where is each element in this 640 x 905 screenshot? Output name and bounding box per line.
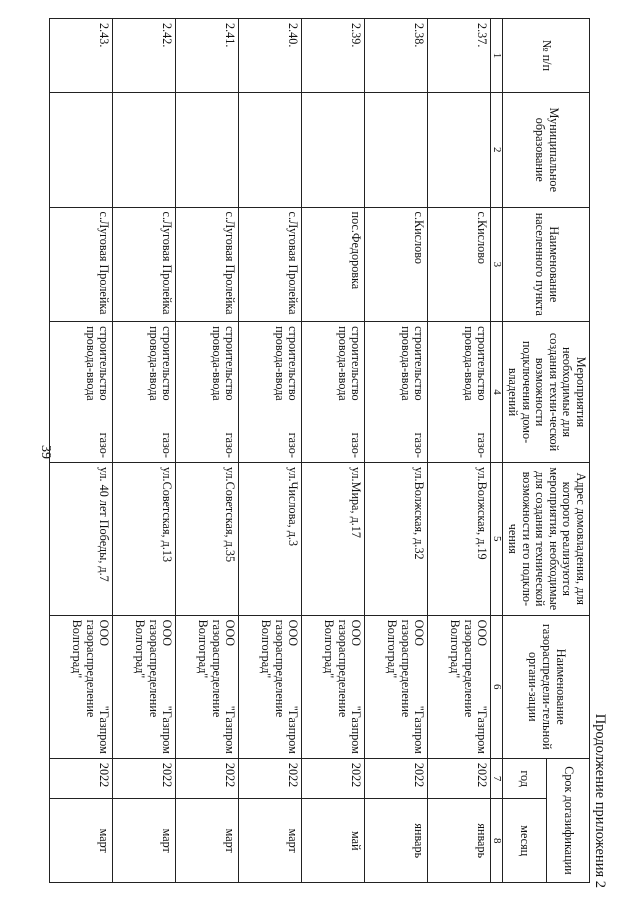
- column-number: 5: [491, 462, 503, 615]
- row-locality: с.Кислово: [428, 207, 491, 322]
- row-month: март: [239, 799, 302, 883]
- row-gdo: ООО "Газпром газораспределение Волгоград": [428, 615, 491, 758]
- column-number: 7: [491, 758, 503, 799]
- header-year: год: [503, 758, 546, 799]
- row-gdo: ООО "Газпром газораспределение Волгоград": [302, 615, 365, 758]
- row-year: 2022: [239, 758, 302, 799]
- header-num: № п/п: [503, 19, 590, 93]
- row-locality: с.Луговая Пролейка: [50, 207, 113, 322]
- row-locality: с.Луговая Пролейка: [113, 207, 176, 322]
- row-year: 2022: [113, 758, 176, 799]
- column-number: 3: [491, 207, 503, 322]
- continuation-title: Продолжение приложения 2: [592, 713, 608, 888]
- table-row: [113, 19, 176, 883]
- row-measures: строительство газо-провода-ввода: [302, 322, 365, 463]
- row-num: 2.37.: [428, 19, 491, 93]
- row-month: январь: [365, 799, 428, 883]
- row-locality: с.Кислово: [365, 207, 428, 322]
- row-num: 2.42.: [113, 19, 176, 93]
- row-month: март: [50, 799, 113, 883]
- row-address: ул.Волжская, д.19: [428, 462, 491, 615]
- row-gdo: ООО "Газпром газораспределение Волгоград": [113, 615, 176, 758]
- row-locality: с.Луговая Пролейка: [176, 207, 239, 322]
- header-address: Адрес домовладения, для которого реализуются мероприятия, необходимые для создания технической возможности его подклю-чения: [503, 462, 590, 615]
- row-gdo: ООО "Газпром газораспределение Волгоград": [50, 615, 113, 758]
- row-gdo: ООО "Газпром газораспределение Волгоград": [176, 615, 239, 758]
- row-num: 2.40.: [239, 19, 302, 93]
- row-year: 2022: [428, 758, 491, 799]
- row-num: 2.43.: [50, 19, 113, 93]
- table-row: [302, 19, 365, 883]
- column-number: 1: [491, 19, 503, 93]
- header-deadline: Срок догазификации: [546, 758, 589, 882]
- row-address: ул.Волжская, д.32: [365, 462, 428, 615]
- header-municipality: Муниципальное образование: [503, 92, 590, 207]
- row-address: ул.Советская, д.13: [113, 462, 176, 615]
- row-month: май: [302, 799, 365, 883]
- table-row: [428, 19, 491, 883]
- row-measures: строительство газо-провода-ввода: [50, 322, 113, 463]
- column-number-row: [491, 19, 503, 883]
- row-month: март: [176, 799, 239, 883]
- row-gdo: ООО "Газпром газораспределение Волгоград": [239, 615, 302, 758]
- row-address: ул.Числова, д.3: [239, 462, 302, 615]
- column-number: 6: [491, 615, 503, 758]
- row-address: ул.Советская, д.35: [176, 462, 239, 615]
- header-month: месяц: [503, 799, 546, 883]
- row-year: 2022: [365, 758, 428, 799]
- header-row: [546, 19, 589, 883]
- row-municipality: [50, 92, 113, 207]
- row-num: 2.39.: [302, 19, 365, 93]
- row-locality: пос.Федоровка: [302, 207, 365, 322]
- row-month: март: [113, 799, 176, 883]
- row-measures: строительство газо-провода-ввода: [428, 322, 491, 463]
- table-row: [365, 19, 428, 883]
- row-gdo: ООО "Газпром газораспределение Волгоград": [365, 615, 428, 758]
- row-municipality: [302, 92, 365, 207]
- header-measures: Мероприятия необходимые для создания техни-ческой возможности подключения домо-владений: [503, 322, 590, 463]
- row-municipality: [365, 92, 428, 207]
- row-measures: строительство газо-провода-ввода: [113, 322, 176, 463]
- page-number: 39: [38, 445, 53, 459]
- row-year: 2022: [176, 758, 239, 799]
- column-number: 8: [491, 799, 503, 883]
- header-locality: Наименование населенного пункта: [503, 207, 590, 322]
- row-municipality: [176, 92, 239, 207]
- row-measures: строительство газо-провода-ввода: [176, 322, 239, 463]
- gasification-table: [49, 18, 590, 883]
- row-address: ул. 40 лет Победы, д.7: [50, 462, 113, 615]
- row-address: ул.Мира, д.17: [302, 462, 365, 615]
- column-number: 2: [491, 92, 503, 207]
- row-municipality: [428, 92, 491, 207]
- row-num: 2.41.: [176, 19, 239, 93]
- table-row: [176, 19, 239, 883]
- column-number: 4: [491, 322, 503, 463]
- row-month: январь: [428, 799, 491, 883]
- row-municipality: [113, 92, 176, 207]
- table-row: [50, 19, 113, 883]
- row-locality: с.Луговая Пролейка: [239, 207, 302, 322]
- header-gdo: Наименование газораспредели-тельной органи-зации: [503, 615, 590, 758]
- row-measures: строительство газо-провода-ввода: [365, 322, 428, 463]
- table-row: [239, 19, 302, 883]
- row-year: 2022: [302, 758, 365, 799]
- row-num: 2.38.: [365, 19, 428, 93]
- row-measures: строительство газо-провода-ввода: [239, 322, 302, 463]
- rotated-page-content: [70, 18, 612, 888]
- row-year: 2022: [50, 758, 113, 799]
- row-municipality: [239, 92, 302, 207]
